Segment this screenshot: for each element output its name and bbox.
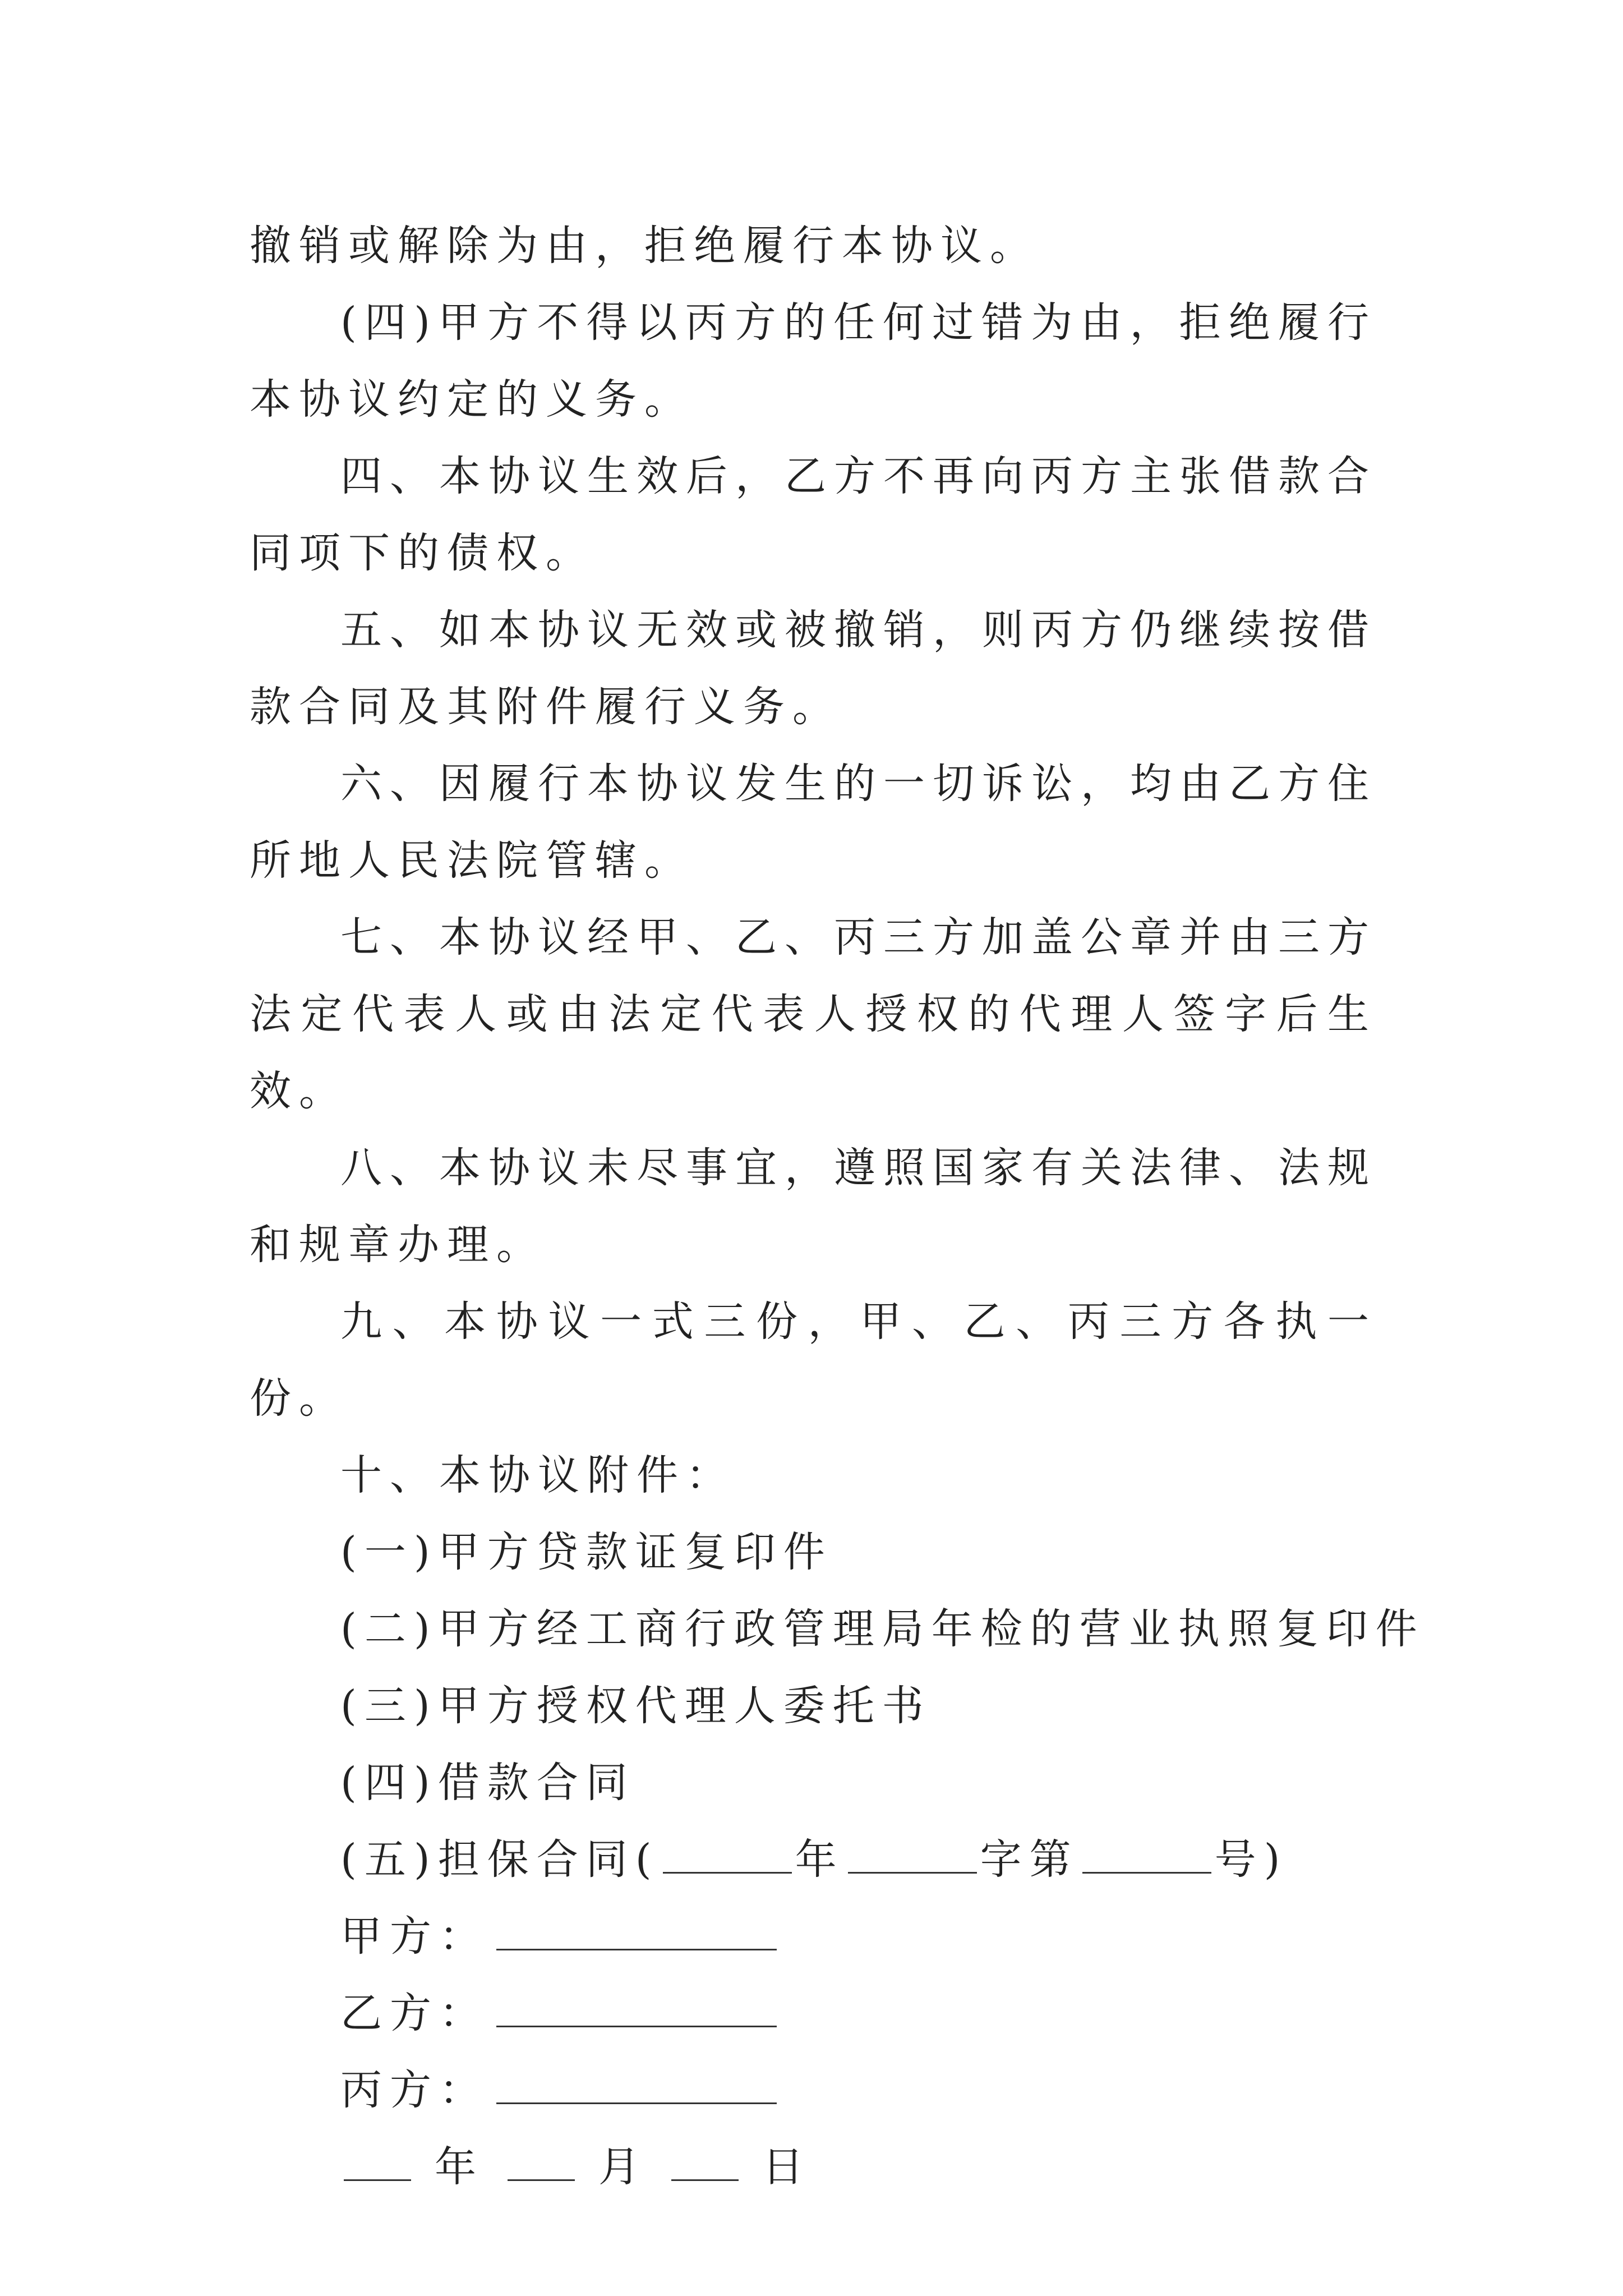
- date-month-blank: [508, 2146, 575, 2181]
- signature-party-c: [250, 2052, 1377, 2129]
- signature-party-a: [250, 1898, 1377, 1975]
- attachment-5-year: 年: [795, 1835, 845, 1884]
- party-a-signature-blank: [496, 1915, 777, 1950]
- clause-8: 八、本协议未尽事宜，遵照国家有关法律、法规和规章办理。: [250, 1144, 1377, 1269]
- date-year-blank: [344, 2146, 411, 2181]
- attachment-5-num: 号): [1214, 1835, 1288, 1884]
- char-blank: [848, 1838, 977, 1874]
- attachment-3: (三)甲方授权代理人委托书: [340, 1682, 932, 1730]
- date-day-blank: [671, 2146, 739, 2181]
- date-year-label: 年: [435, 2143, 484, 2191]
- clause-10: 十、本协议附件：: [340, 1451, 735, 1499]
- date-month-label: 月: [598, 2143, 648, 2191]
- date-day-label: 日: [762, 2143, 811, 2191]
- clause-4: 四、本协议生效后，乙方不再向丙方主张借款合同项下的债权。: [250, 452, 1377, 577]
- paragraph-continuation: 撤销或解除为由，拒绝履行本协议。: [250, 222, 1039, 270]
- clause-3-4: (四)甲方不得以丙方的任何过错为由，拒绝履行本协议约定的义务。: [250, 298, 1377, 424]
- party-c-signature-blank: [496, 2069, 777, 2104]
- document-body: [250, 208, 1425, 2206]
- date-line: [250, 2129, 1377, 2206]
- clause-7: 七、本协议经甲、乙、丙三方加盖公章并由三方法定代表人或由法定代表人授权的代理人签字后生效。: [250, 913, 1377, 1115]
- party-c-label: 丙方：: [340, 2066, 488, 2114]
- number-blank: [1082, 1838, 1211, 1874]
- attachment-5-prefix: (五)担保合同(: [340, 1835, 660, 1884]
- clause-9: 九、本协议一式三份，甲、乙、丙三方各执一份。: [250, 1297, 1377, 1423]
- attachment-5: [250, 1821, 1377, 1898]
- attachment-2: (二)甲方经工商行政管理局年检的营业执照复印件: [340, 1605, 1425, 1653]
- party-b-label: 乙方：: [340, 1989, 488, 2037]
- clause-5: 五、如本协议无效或被撤销，则丙方仍继续按借款合同及其附件履行义务。: [250, 606, 1377, 731]
- clause-6: 六、因履行本协议发生的一切诉讼，均由乙方住所地人民法院管辖。: [250, 760, 1377, 885]
- party-a-label: 甲方：: [340, 1912, 488, 1961]
- attachment-4: (四)借款合同: [340, 1759, 635, 1807]
- signature-party-b: [250, 1975, 1377, 2052]
- party-b-signature-blank: [496, 1992, 777, 2027]
- year-blank: [663, 1838, 792, 1874]
- attachment-5-char: 字第: [980, 1835, 1079, 1884]
- attachment-1: (一)甲方贷款证复印件: [340, 1528, 833, 1576]
